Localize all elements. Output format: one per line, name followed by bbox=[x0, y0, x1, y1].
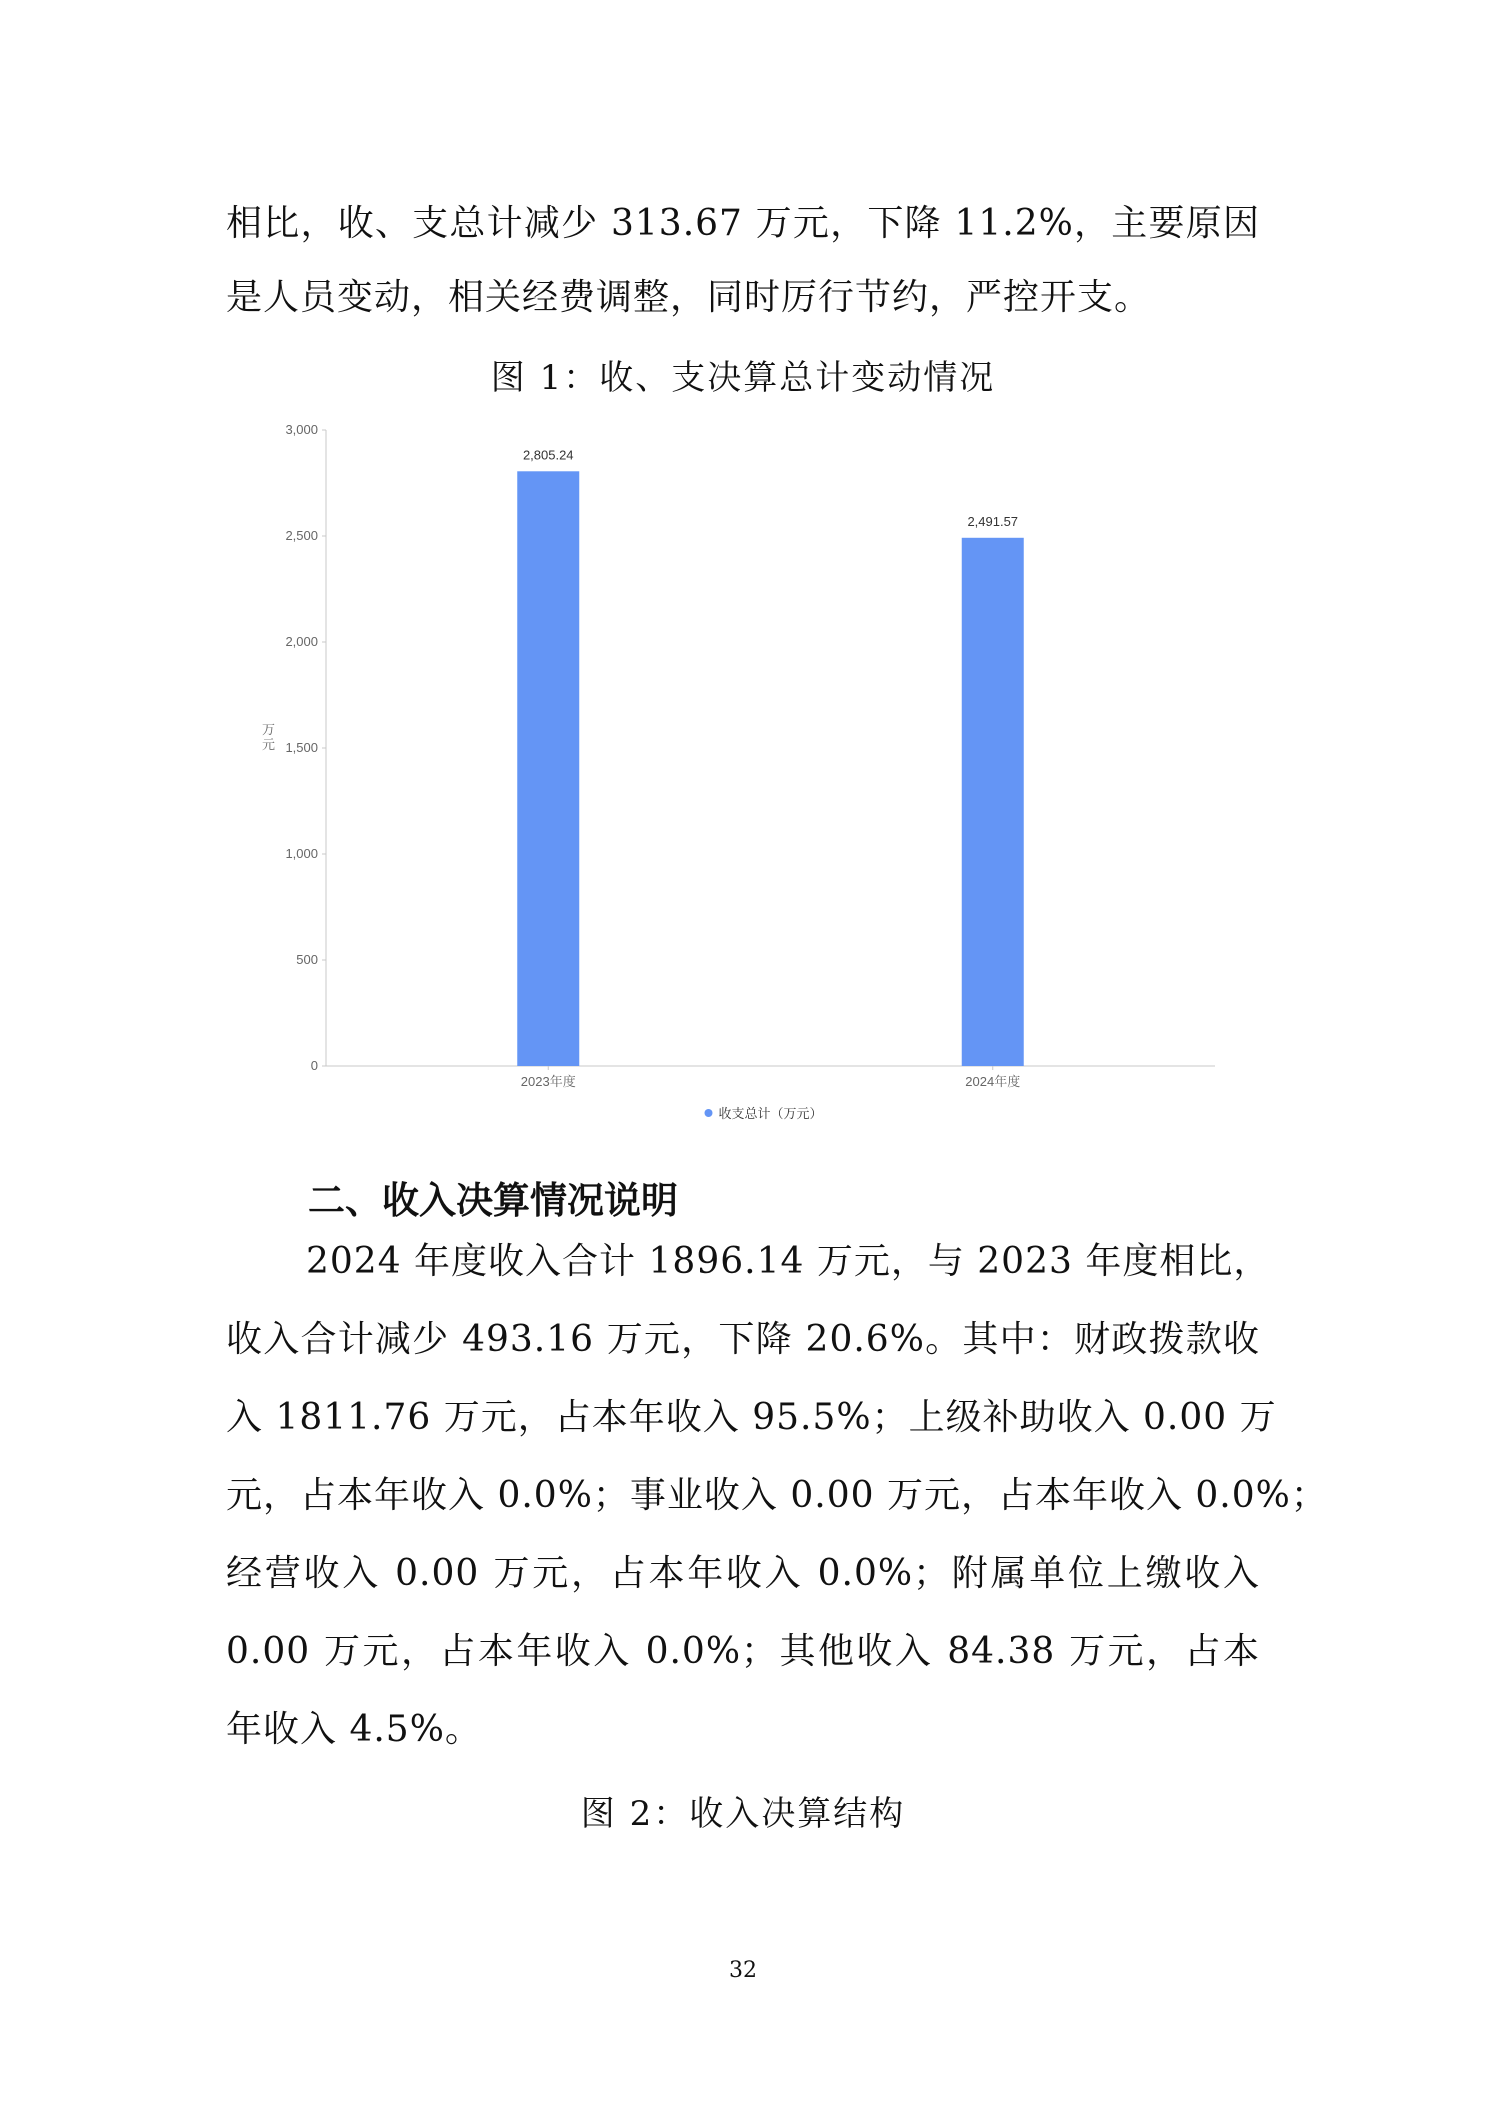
paragraph-line: 是人员变动，相关经费调整，同时厉行节约，严控开支。 bbox=[226, 277, 1152, 318]
y-tick-label: 2,000 bbox=[285, 634, 318, 649]
chart-bars bbox=[517, 471, 1024, 1066]
chart-axes bbox=[322, 430, 1215, 1070]
paragraph-line: 经营收入 0.00 万元，占本年收入 0.0%；附属单位上缴收入 bbox=[226, 1553, 1260, 1594]
y-axis-label: 万元 bbox=[262, 722, 276, 752]
chart-labels bbox=[262, 422, 1020, 1121]
bar-value-label: 2,805.24 bbox=[522, 447, 574, 463]
bar bbox=[962, 538, 1024, 1066]
legend-label: 收支总计（万元） bbox=[718, 1106, 823, 1121]
paragraph-line: 入 1811.76 万元，占本年收入 95.5%；上级补助收入 0.00 万 bbox=[226, 1397, 1277, 1438]
y-tick-label: 3,000 bbox=[285, 422, 318, 437]
y-tick-label: 1,500 bbox=[285, 740, 318, 755]
x-tick-label: 2024年度 bbox=[965, 1074, 1021, 1089]
bar-value-label: 2,491.57 bbox=[967, 513, 1019, 529]
paragraph-line: 年收入 4.5%。 bbox=[226, 1709, 482, 1750]
x-tick-label: 2023年度 bbox=[520, 1074, 576, 1089]
paragraph-line: 收入合计减少 493.16 万元，下降 20.6%。其中：财政拨款收 bbox=[226, 1319, 1260, 1360]
figure-1-caption: 图 1：收、支决算总计变动情况 bbox=[490, 358, 996, 398]
bar-chart bbox=[240, 410, 1230, 1130]
section-heading: 二、收入决算情况说明 bbox=[308, 1179, 678, 1222]
y-tick-label: 2,500 bbox=[285, 528, 318, 543]
y-tick-label: 1,000 bbox=[285, 846, 318, 861]
paragraph-line: 2024 年度收入合计 1896.14 万元，与 2023 年度相比， bbox=[306, 1241, 1271, 1282]
paragraph-line: 元，占本年收入 0.0%；事业收入 0.00 万元，占本年收入 0.0%； bbox=[226, 1475, 1328, 1516]
y-tick-label: 0 bbox=[310, 1058, 318, 1073]
page-number: 32 bbox=[729, 1958, 757, 1983]
bar bbox=[517, 471, 579, 1066]
paragraph-line: 相比，收、支总计减少 313.67 万元，下降 11.2%，主要原因 bbox=[226, 203, 1260, 244]
y-tick-label: 500 bbox=[296, 952, 318, 967]
legend-marker bbox=[705, 1109, 713, 1117]
paragraph-line: 0.00 万元，占本年收入 0.0%；其他收入 84.38 万元，占本 bbox=[226, 1631, 1260, 1672]
figure-2-caption: 图 2：收入决算结构 bbox=[580, 1794, 906, 1834]
